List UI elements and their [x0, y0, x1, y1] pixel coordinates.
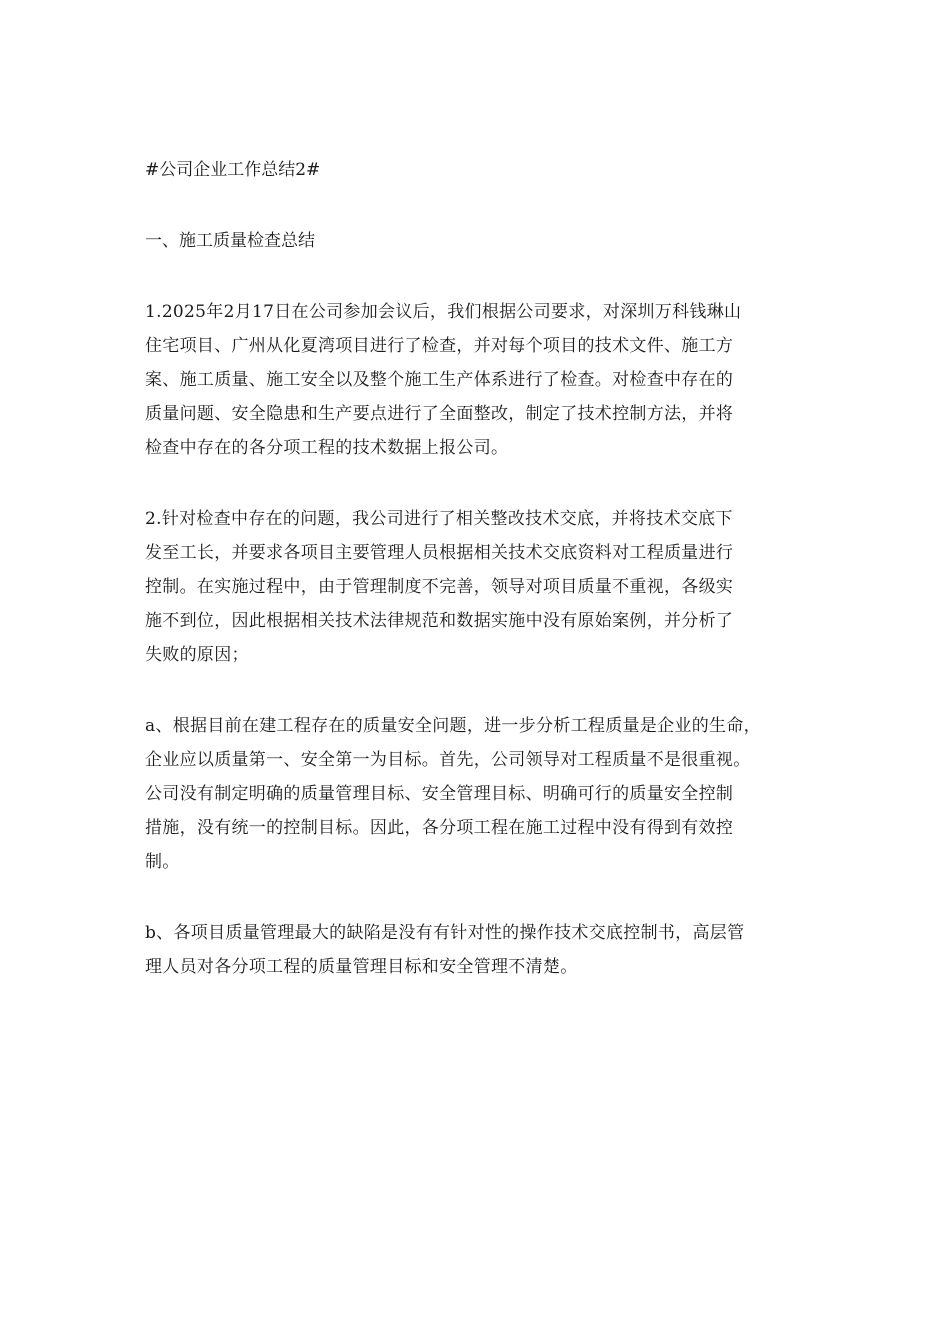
paragraph-line: 检查中存在的各分项工程的技术数据上报公司。 — [145, 438, 509, 458]
paragraph-line: b、各项目质量管理最大的缺陷是没有有针对性的操作技术交底控制书，高层管 — [145, 923, 745, 943]
document-title: #公司企业工作总结2# — [145, 160, 321, 180]
section-heading: 一、施工质量检查总结 — [145, 231, 315, 251]
paragraph-2 — [145, 502, 825, 672]
paragraph-line: 措施，没有统一的控制目标。因此，各分项工程在施工过程中没有得到有效控 — [145, 818, 734, 838]
document-body — [145, 153, 825, 1021]
paragraph-1 — [145, 295, 825, 465]
paragraph-line: 2.针对检查中存在的问题，我公司进行了相关整改技术交底，并将技术交底下 — [145, 509, 733, 529]
paragraph-line: 发至工长，并要求各项目主要管理人员根据相关技术交底资料对工程质量进行 — [145, 543, 734, 563]
paragraph-line: 住宅项目、广州从化夏湾项目进行了检查，并对每个项目的技术文件、施工方 — [145, 336, 734, 356]
paragraph-4 — [145, 916, 825, 984]
paragraph-line: a、根据目前在建工程存在的质量安全问题，进一步分析工程质量是企业的生命， — [145, 716, 761, 736]
paragraph-line: 公司没有制定明确的质量管理目标、安全管理目标、明确可行的质量安全控制 — [145, 784, 734, 804]
paragraph-line: 1.2025年2月17日在公司参加会议后，我们根据公司要求，对深圳万科钱琳山 — [145, 302, 742, 322]
paragraph-line: 施不到位，因此根据相关技术法律规范和数据实施中没有原始案例，并分析了 — [145, 611, 734, 631]
paragraph-3 — [145, 709, 825, 879]
paragraph-line: 失败的原因； — [145, 645, 249, 665]
paragraph-line: 案、施工质量、施工安全以及整个施工生产体系进行了检查。对检查中存在的 — [145, 370, 734, 390]
paragraph-line: 质量问题、安全隐患和生产要点进行了全面整改，制定了技术控制方法，并将 — [145, 404, 734, 424]
paragraph-line: 制。 — [145, 852, 180, 872]
paragraph-line: 控制。在实施过程中，由于管理制度不完善，领导对项目质量不重视，各级实 — [145, 577, 734, 597]
paragraph-line: 理人员对各分项工程的质量管理目标和安全管理不清楚。 — [145, 957, 578, 977]
paragraph-line: 企业应以质量第一、安全第一为目标。首先，公司领导对工程质量不是很重视。 — [145, 750, 751, 770]
